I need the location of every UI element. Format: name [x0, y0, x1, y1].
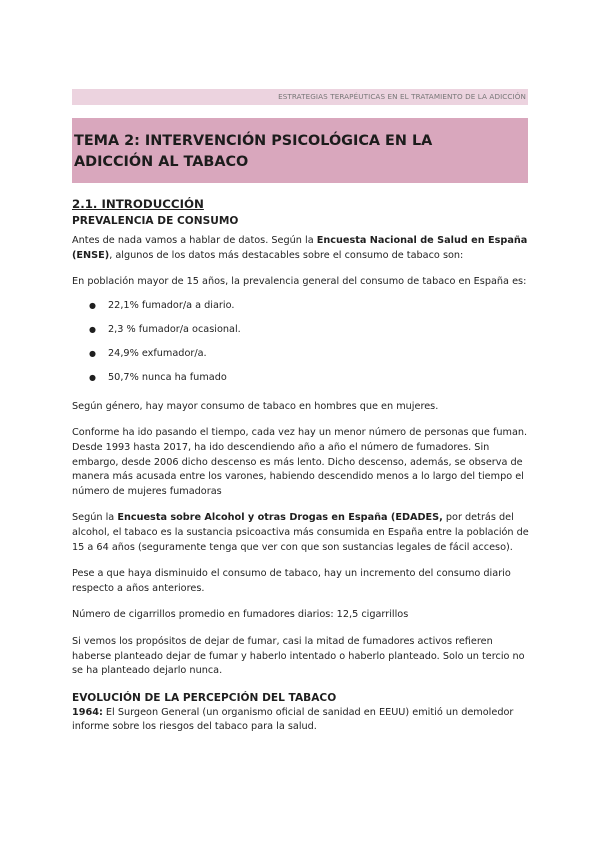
chapter-title: TEMA 2: INTERVENCIÓN PSICOLÓGICA EN LA ADICCIÓN AL TABACO — [74, 133, 433, 170]
paragraph-evolucion: Conforme ha ido pasando el tiempo, cada vez hay un menor número de personas que fuman. Desde 1993 hasta 2017, ha ido descendiendo año a año el número de fumadores. Sin embargo, desde 2006 dicho descenso es más lento. Dicho descenso, además, se observa de manera más acusada entre los varones, habiendo descendido menos a lo largo del tiempo el número de mujeres fumadoras — [72, 427, 528, 497]
paragraph-ense-post: , algunos de los datos más destacables sobre el consumo de tabaco son: — [109, 249, 464, 261]
running-header-text: ESTRATEGIAS TERAPÉUTICAS EN EL TRATAMIENTO DE LA ADICCIÓN — [278, 92, 526, 101]
paragraph-ense-pre: Antes de nada vamos a hablar de datos. Según la — [72, 235, 317, 246]
bullet-marker: ● — [89, 348, 96, 358]
chapter-title-box — [72, 118, 528, 183]
paragraph-1964 — [72, 706, 532, 735]
paragraph-1964-text: El Surgeon General (un organismo oficial de sanidad en EEUU) emitió un demoledor informe sobre los riesgos del tabaco para la salud. — [72, 706, 514, 733]
subheading-evolucion: EVOLUCIÓN DE LA PERCEPCIÓN DEL TABACO — [72, 691, 337, 704]
section-title: 2.1. INTRODUCCIÓN — [72, 197, 204, 211]
list-item — [72, 347, 532, 371]
paragraph-edades — [72, 511, 532, 555]
paragraph-edades-bold: Encuesta sobre Alcohol y otras Drogas en España (EDADES, — [117, 512, 443, 524]
list-item-text: 2,3 % fumador/a ocasional. — [108, 323, 241, 335]
list-item — [72, 371, 532, 395]
bullet-marker: ● — [89, 300, 96, 310]
paragraph-cigarrillos: Número de cigarrillos promedio en fumadores diarios: 12,5 cigarrillos — [72, 609, 409, 621]
list-item-text: 24,9% exfumador/a. — [108, 347, 207, 359]
paragraph-1964-year: 1964: — [72, 706, 103, 718]
paragraph-incremento: Pese a que haya disminuido el consumo de tabaco, hay un incremento del consumo diario respecto a años anteriores. — [72, 568, 511, 594]
running-header — [72, 89, 528, 105]
list-item — [72, 323, 532, 347]
document-body — [72, 196, 532, 735]
list-item-text: 50,7% nunca ha fumado — [108, 371, 227, 383]
paragraph-genero: Según género, hay mayor consumo de tabaco en hombres que en mujeres. — [72, 400, 439, 412]
paragraph-edades-pre: Según la — [72, 512, 118, 524]
subheading-prevalencia: PREVALENCIA DE CONSUMO — [72, 215, 239, 227]
paragraph-ense-bold: Encuesta Nacional de Salud en España (ENSE) — [72, 235, 528, 261]
bullet-marker: ● — [89, 372, 96, 382]
paragraph-poblacion: En población mayor de 15 años, la prevalencia general del consumo de tabaco en España es: — [72, 276, 527, 288]
paragraph-ense — [72, 234, 532, 263]
prevalence-list — [72, 299, 532, 395]
paragraph-edades-post: por detrás del alcohol, el tabaco es la sustancia psicoactiva más consumida en España entre la población de 15 a 64 años (seguramente tenga que ver con que son sustancias legales de fácil acceso). — [72, 512, 529, 553]
list-item — [72, 299, 532, 323]
list-item-text: 22,1% fumador/a a diario. — [108, 299, 235, 311]
bullet-marker: ● — [89, 324, 96, 334]
paragraph-propositos: Si vemos los propósitos de dejar de fumar, casi la mitad de fumadores activos refieren haberse planteado dejar de fumar y haberlo intentado o haberlo planteado. Solo un tercio no se ha planteado dejarlo nunca. — [72, 635, 525, 677]
